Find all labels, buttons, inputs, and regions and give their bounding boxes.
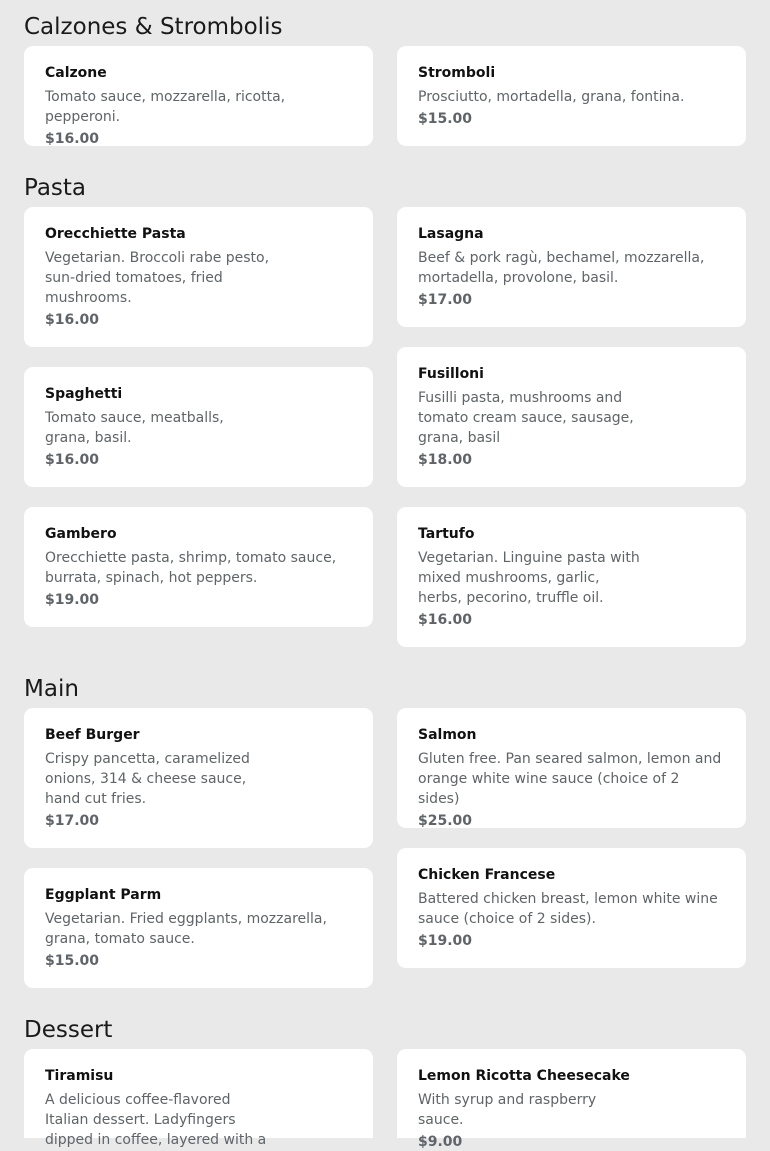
menu-item-name: Orecchiette Pasta <box>45 226 186 242</box>
menu-item-description: Vegetarian. Broccoli rabe pesto, sun-dried tomatoes, fried mushrooms. <box>45 250 270 306</box>
menu-item-price: $19.00 <box>45 592 100 608</box>
menu-item-name: Fusilloni <box>418 366 484 382</box>
menu-item-card-lemon-ricotta-cheesecake[interactable] <box>397 1049 746 1150</box>
menu-item-name: Spaghetti <box>45 386 123 402</box>
menu-item-price: $19.00 <box>418 933 473 949</box>
menu-item-description: Fusilli pasta, mushrooms and tomato cream sauce, sausage, grana, basil <box>418 390 634 446</box>
menu-item-price: $16.00 <box>45 452 100 468</box>
menu-item-price: $17.00 <box>45 813 100 829</box>
menu-item-price: $25.00 <box>418 813 473 829</box>
menu-item-description: Gluten free. Pan seared salmon, lemon and orange white wine sauce (choice of 2 sides) <box>418 751 722 807</box>
menu-item-card-tartufo[interactable] <box>397 507 746 647</box>
menu-item-price: $15.00 <box>45 953 100 969</box>
menu-item-description: Orecchiette pasta, shrimp, tomato sauce, burrata, spinach, hot peppers. <box>45 550 337 586</box>
menu-item-card-beef-burger[interactable] <box>24 708 373 848</box>
menu-item-card-tiramisu[interactable] <box>24 1049 373 1148</box>
menu-item-name: Beef Burger <box>45 727 140 743</box>
menu-item-card-chicken-francese[interactable] <box>397 848 746 968</box>
menu-item-card-salmon[interactable] <box>397 708 746 828</box>
menu-item-price: $16.00 <box>45 312 100 328</box>
menu-item-description: Battered chicken breast, lemon white wine sauce (choice of 2 sides). <box>418 891 718 927</box>
menu-item-card-calzone[interactable] <box>24 46 373 146</box>
menu-item-description: Crispy pancetta, caramelized onions, 314 & cheese sauce, hand cut fries. <box>45 751 250 807</box>
menu-item-description: Prosciutto, mortadella, grana, fontina. <box>418 89 685 105</box>
menu-item-description: Vegetarian. Linguine pasta with mixed mushrooms, garlic, herbs, pecorino, truffle oil. <box>418 550 640 606</box>
menu-item-name: Salmon <box>418 727 477 743</box>
menu-item-card-stromboli[interactable] <box>397 46 746 146</box>
section-title-calzones: Calzones & Strombolis <box>24 14 283 40</box>
menu-item-name: Chicken Francese <box>418 867 556 883</box>
menu-item-description: A delicious coffee-flavored Italian dessert. Ladyfingers dipped in coffee, layered with a <box>45 1092 267 1148</box>
section-title-dessert: Dessert <box>24 1017 113 1043</box>
section-title-pasta: Pasta <box>24 175 87 201</box>
menu-item-name: Eggplant Parm <box>45 887 162 903</box>
menu-item-price: $16.00 <box>418 612 473 628</box>
menu-item-price: $18.00 <box>418 452 473 468</box>
menu-item-description: Tomato sauce, mozzarella, ricotta, pepperoni. <box>45 89 286 125</box>
menu-item-card-fusilloni[interactable] <box>397 347 746 487</box>
menu-item-price: $16.00 <box>45 131 100 147</box>
menu-item-card-lasagna[interactable] <box>397 207 746 327</box>
menu-item-description: Vegetarian. Fried eggplants, mozzarella, grana, tomato sauce. <box>45 911 327 947</box>
menu-item-card-spaghetti[interactable] <box>24 367 373 487</box>
menu-item-name: Tartufo <box>418 526 475 542</box>
menu-item-name: Stromboli <box>418 65 496 81</box>
menu-item-name: Gambero <box>45 526 117 542</box>
menu-item-price: $9.00 <box>418 1134 463 1150</box>
section-title-main: Main <box>24 676 79 702</box>
menu-item-name: Tiramisu <box>45 1068 114 1084</box>
menu-item-price: $17.00 <box>418 292 473 308</box>
menu-item-description: Tomato sauce, meatballs, grana, basil. <box>45 410 224 446</box>
menu-item-name: Lasagna <box>418 226 484 242</box>
menu-item-card-gambero[interactable] <box>24 507 373 627</box>
menu-item-description: With syrup and raspberry sauce. <box>418 1092 597 1128</box>
menu-item-card-eggplant-parm[interactable] <box>24 868 373 988</box>
menu-item-price: $15.00 <box>418 111 473 127</box>
menu-item-name: Calzone <box>45 65 107 81</box>
menu-item-card-orecchiette-pasta[interactable] <box>24 207 373 347</box>
menu-item-name: Lemon Ricotta Cheesecake <box>418 1068 630 1084</box>
menu-item-description: Beef & pork ragù, bechamel, mozzarella, mortadella, provolone, basil. <box>418 250 705 286</box>
